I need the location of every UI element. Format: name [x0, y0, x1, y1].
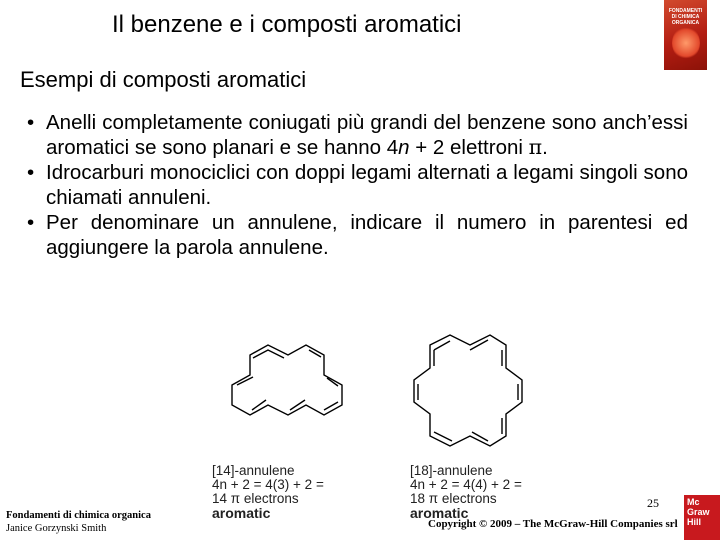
annulene-14-result: aromatic: [212, 505, 271, 521]
annulene-18-structure: [414, 335, 522, 446]
footer-book-title: Fondamenti di chimica organica: [6, 510, 151, 521]
bullet-marker: •: [27, 211, 35, 234]
annulene-18-name: [18]-annulene: [410, 463, 493, 478]
bullet-marker: •: [27, 111, 35, 134]
annulene-14-equation: 4n + 2 = 4(3) + 2 =: [212, 477, 324, 492]
pi-symbol: π: [528, 135, 543, 159]
bullet-marker: •: [27, 161, 35, 184]
bullet-text: + 2 elettroni: [409, 136, 529, 159]
mcgraw-hill-logo: Mc Graw Hill: [684, 495, 720, 540]
book-cover-title: FONDAMENTI DI CHIMICA ORGANICA: [668, 8, 703, 26]
annulene-14-name: [14]-annulene: [212, 463, 295, 478]
bullet-italic-n: n: [398, 136, 410, 159]
annulene-18-equation: 4n + 2 = 4(4) + 2 =: [410, 477, 522, 492]
annulene-14-electrons: 14 π electrons: [212, 491, 299, 506]
footer-author: Janice Gorzynski Smith: [6, 523, 107, 534]
page-number: 25: [647, 496, 659, 510]
bullet-text: Idrocarburi monociclici con doppi legami alternati a legami singoli sono chiamati annuleni.: [46, 161, 688, 209]
annulene-18-caption: [410, 464, 522, 520]
annulene-14-structure: [232, 345, 342, 415]
footer-book-info: [6, 509, 151, 535]
bullet-text: .: [542, 136, 548, 159]
annulene-14-caption: [212, 464, 324, 520]
slide-title: Il benzene e i composti aromatici: [112, 11, 462, 38]
slide-subtitle: Esempi di composti aromatici: [20, 67, 307, 92]
bullet-text: Per denominare un annulene, indicare il numero in parentesi ed aggiungere la parola annulene.: [46, 211, 688, 259]
bullet-text: Anelli completamente coniugati più grandi del benzene sono anch’essi aromatici se sono planari e se hanno 4: [46, 111, 688, 159]
annulene-18-result: aromatic: [410, 505, 469, 521]
copyright-text: Copyright © 2009 – The McGraw-Hill Companies srl: [428, 518, 678, 530]
annulene-18-electrons: 18 π electrons: [410, 491, 497, 506]
